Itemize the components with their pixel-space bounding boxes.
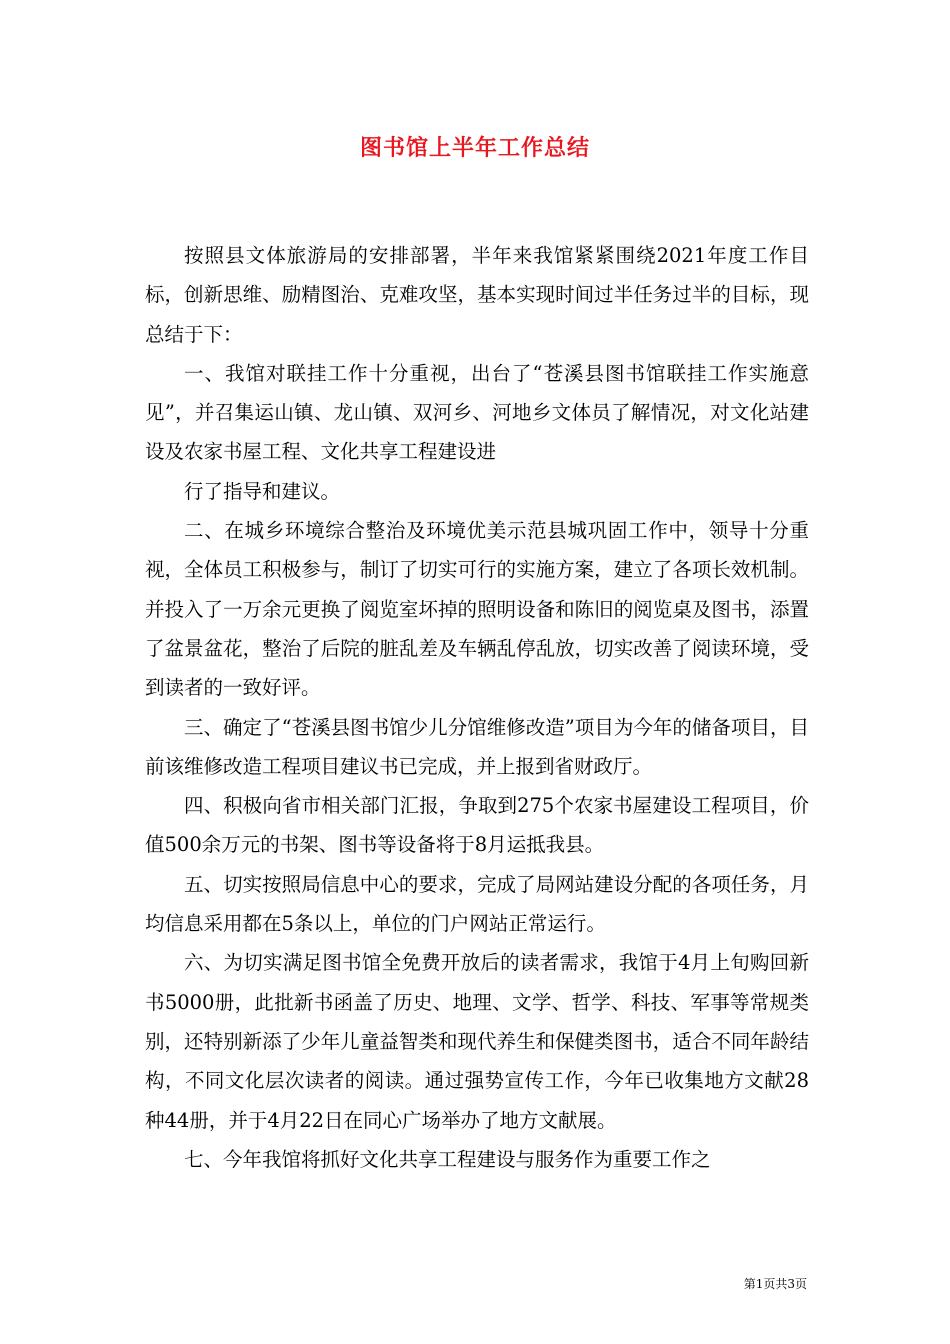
- paragraph-6: 六、为切实满足图书馆全免费开放后的读者需求，我馆于4月上旬购回新书5000册，此批新书函盖了历史、地理、文学、哲学、科技、军事等常规类别，还特别新添了少年儿童益智类和现代养生和保健类图书，适合不同年龄结构，不同文化层次读者的阅读。通过强势宣传工作，今年已收集地方文献28种44册，并于4月22日在同心广场举办了地方文献展。: [145, 951, 809, 1132]
- page-number: 第1页共3页: [743, 1277, 807, 1291]
- paragraph-4: 四、积极向省市相关部门汇报，争取到275个农家书屋建设工程项目，价值500余万元的书架、图书等设备将于8月运抵我县。: [145, 794, 809, 857]
- paragraph-5: 五、切实按照局信息中心的要求，完成了局网站建设分配的各项任务，月均信息采用都在5条以上，单位的门户网站正常运行。: [145, 872, 809, 936]
- paragraph-1: 一、我馆对联挂工作十分重视，出台了“苍溪县图书馆联挂工作实施意见”，并召集运山镇、龙山镇、双河乡、河地乡文体员了解情况，对文化站建设及农家书屋工程、文化共享工程建设进: [145, 361, 809, 464]
- document-title: 图书馆上半年工作总结: [359, 135, 590, 161]
- paragraph-7: 七、今年我馆将抓好文化共享工程建设与服务作为重要工作之: [184, 1147, 711, 1171]
- document-body: [145, 236, 809, 1179]
- paragraph-3: 三、确定了“苍溪县图书馆少儿分馆维修改造”项目为今年的储备项目，目前该维修改造工程项目建议书已完成，并上报到省财政厅。: [145, 715, 809, 778]
- paragraph-2: 二、在城乡环境综合整治及环境优美示范县城巩固工作中，领导十分重视，全体员工积极参与，制订了切实可行的实施方案，建立了各项长效机制。并投入了一万余元更换了阅览室坏掉的照明设备和陈旧的阅览桌及图书，添置了盆景盆花，整治了后院的脏乱差及车辆乱停乱放，切实改善了阅读环境，受到读者的一致好评。: [145, 519, 809, 700]
- paragraph-intro: 按照县文体旅游局的安排部署，半年来我馆紧紧围绕2021年度工作目标，创新思维、励精图治、克难攻坚，基本实现时间过半任务过半的目标，现总结于下：: [145, 244, 809, 346]
- paragraph-1-continued: 行了指导和建议。: [184, 479, 341, 503]
